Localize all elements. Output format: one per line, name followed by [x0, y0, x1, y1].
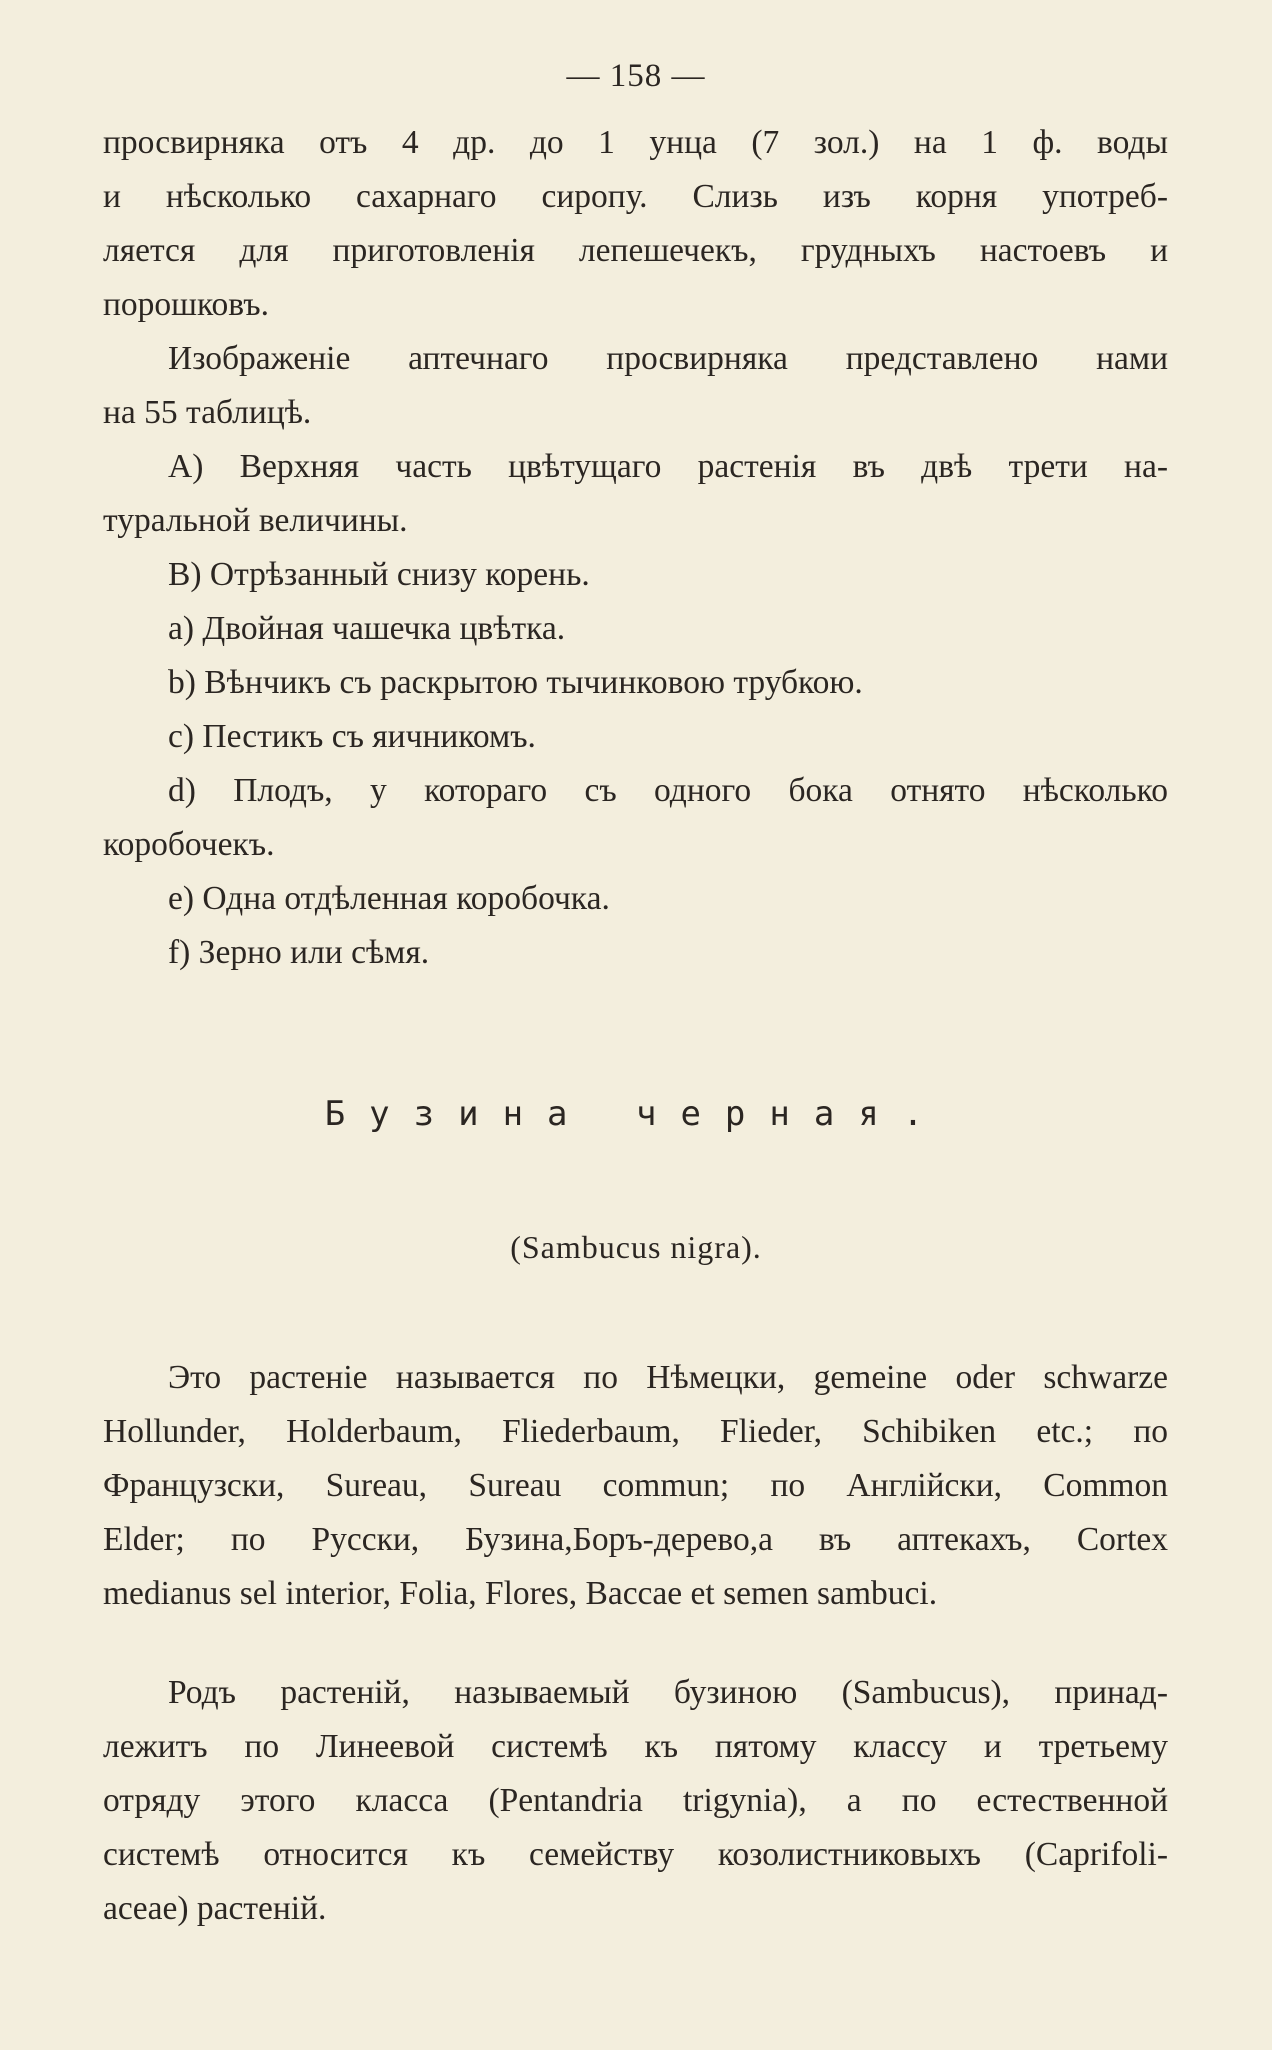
- text-line: Это растеніе называется по Нѣмецки, gemeine oder schwarze: [168, 1359, 1168, 1396]
- paragraph-names: [103, 1351, 1168, 1621]
- legend-item-f-lower: f) Зерно или сѣмя.: [168, 934, 430, 971]
- text-line: на 55 таблицѣ.: [103, 394, 312, 431]
- text-line: medianus sel interior, Folia, Flores, Baccae et semen sambuci.: [103, 1575, 938, 1612]
- text-line: лежитъ по Линеевой системѣ къ пятому классу и третьему: [103, 1728, 1168, 1765]
- legend-item-b-lower: b) Вѣнчикъ съ раскрытою тычинковою трубкою.: [168, 664, 863, 701]
- legend-item-a-lower: а) Двойная чашечка цвѣтка.: [168, 610, 566, 647]
- text-line: порошковъ.: [103, 286, 269, 323]
- section-title: Бузина черная.: [324, 1094, 948, 1134]
- text-line: просвирняка отъ 4 др. до 1 унца (7 зол.) на 1 ф. воды: [103, 124, 1168, 161]
- text-line: Родъ растеній, называемый бузиною (Sambucus), принад-: [168, 1674, 1168, 1711]
- text-line: Hollunder, Holderbaum, Fliederbaum, Flieder, Schibiken etc.; по: [103, 1413, 1168, 1450]
- paragraph-genus: [103, 1666, 1168, 1936]
- text-line: системѣ относится къ семейству козолистниковыхъ (Caprifoli-: [103, 1836, 1168, 1873]
- paragraph-mallow-dosage: [103, 116, 1168, 980]
- legend-item-a-upper-cont: туральной величины.: [103, 502, 408, 539]
- legend-item-b-upper: В) Отрѣзанный снизу корень.: [168, 556, 590, 593]
- text-line: Французски, Sureau, Sureau commun; по Англійски, Common: [103, 1467, 1168, 1504]
- legend-item-a-upper: А) Верхняя часть цвѣтущаго растенія въ двѣ трети на-: [168, 448, 1168, 485]
- legend-item-d-lower-cont: коробочекъ.: [103, 826, 275, 863]
- section-latin-name: (Sambucus nigra).: [510, 1229, 762, 1265]
- page-number: — 158 —: [566, 58, 706, 94]
- text-line: Elder; по Русски, Бузина,Боръ-дерево,а въ аптекахъ, Cortex: [103, 1521, 1168, 1558]
- legend-item-d-lower: d) Плодъ, у котораго съ одного бока отнято нѣсколько: [168, 772, 1168, 809]
- text-line: aceae) растеній.: [103, 1890, 327, 1927]
- text-line: Изображеніе аптечнаго просвирняка представлено нами: [168, 340, 1168, 377]
- legend-item-e-lower: е) Одна отдѣленная коробочка.: [168, 880, 610, 917]
- text-line: ляется для приготовленія лепешечекъ, грудныхъ настоевъ и: [103, 232, 1168, 269]
- legend-item-c-lower: с) Пестикъ съ яичникомъ.: [168, 718, 536, 755]
- text-line: и нѣсколько сахарнаго сиропу. Слизь изъ корня употреб-: [103, 178, 1168, 215]
- text-line: отряду этого класса (Pentandria trigynia), а по естественной: [103, 1782, 1168, 1819]
